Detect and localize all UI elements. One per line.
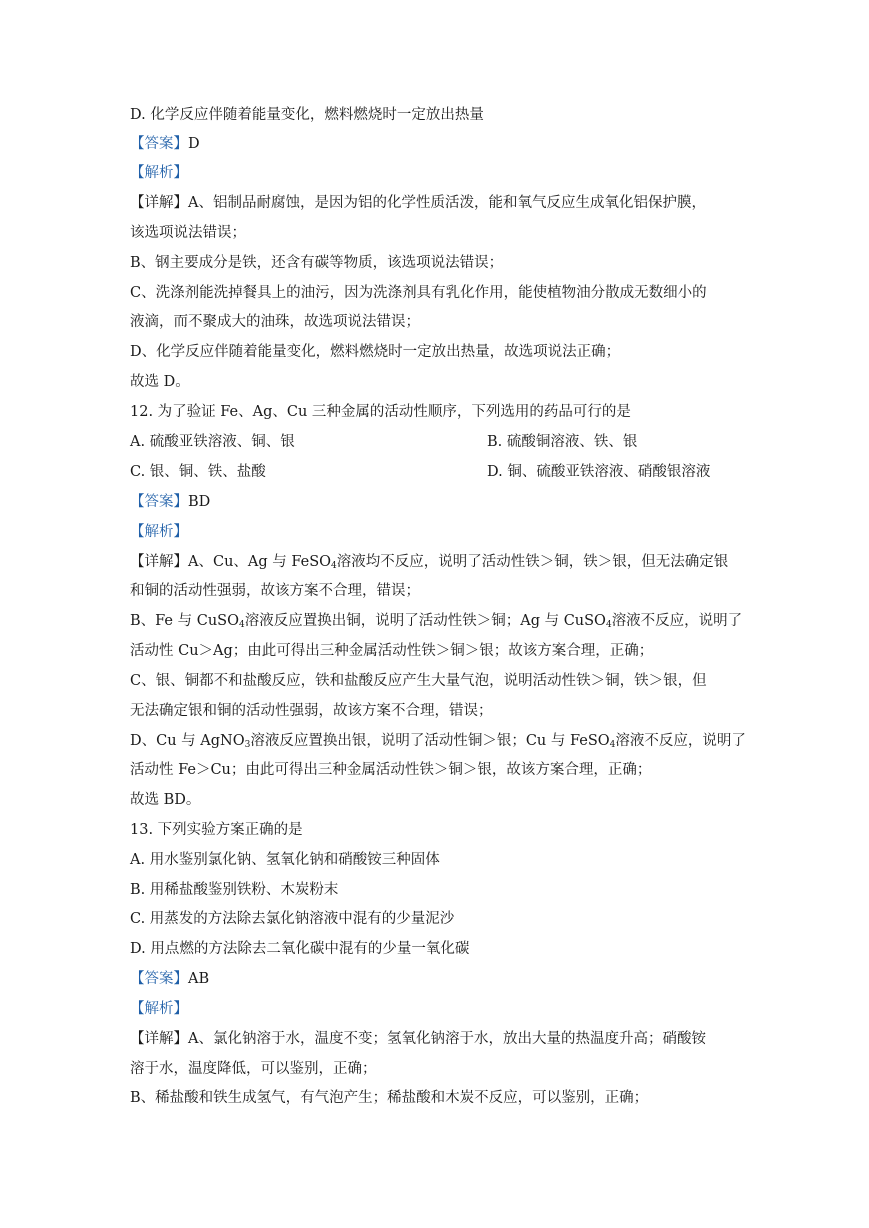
- q13-option-d: D. 用点燃的方法除去二氧化碳中混有的少量一氧化碳: [130, 941, 470, 957]
- detail-tag: 【详解】: [130, 195, 188, 211]
- detail-tag: 【详解】: [130, 554, 188, 570]
- subscript: 4: [609, 740, 616, 750]
- q11-detail-b: B、钢主要成分是铁，还含有碳等物质，该选项说法错误；: [130, 255, 504, 271]
- q11-analysis-tag: [130, 163, 188, 183]
- analysis-tag: 【解析】: [130, 1001, 188, 1017]
- q12-detail-c-2: 无法确定银和铜的活动性强弱，故该方案不合理，错误；: [130, 703, 493, 719]
- detail-text: A、氯化钠溶于水，温度不变；氢氧化钠溶于水，放出大量的热温度升高；硝酸铵: [188, 1031, 706, 1047]
- detail-text: A、铝制品耐腐蚀，是因为铝的化学性质活泼，能和氧气反应生成氧化铝保护膜，: [188, 195, 706, 211]
- q13-answer: [130, 969, 209, 989]
- q11-detail-c-1: C、洗涤剂能洗掉餐具上的油污，因为洗涤剂具有乳化作用，能使植物油分散成无数细小的: [130, 285, 707, 301]
- answer-tag: 【答案】: [130, 136, 188, 152]
- q11-conclusion: 故选 D。: [130, 374, 190, 390]
- q11-detail-d: D、化学反应伴随着能量变化，燃料燃烧时一定放出热量，故选项说法正确；: [130, 344, 621, 360]
- detail-text: 溶液不反应，说明了: [615, 733, 746, 749]
- subscript: 4: [238, 620, 245, 630]
- q12-detail-d-1: [130, 731, 746, 751]
- q13-detail-a-1: [130, 1029, 706, 1049]
- q13-detail-a-2: 溶于水，温度降低，可以鉴别，正确；: [130, 1061, 377, 1077]
- q11-option-d: D. 化学反应伴随着能量变化，燃料燃烧时一定放出热量: [130, 107, 484, 123]
- detail-text: 溶液均不反应，说明了活动性铁＞铜，铁＞银，但无法确定银: [336, 554, 729, 570]
- analysis-tag: 【解析】: [130, 165, 188, 181]
- q12-detail-b-2: 活动性 Cu＞Ag；由此可得出三种金属活动性铁＞铜＞银；故该方案合理，正确；: [130, 643, 654, 659]
- detail-text: B、Fe 与 CuSO: [130, 613, 239, 629]
- q12-conclusion: 故选 BD。: [130, 792, 201, 808]
- q12-option-d: D. 铜、硫酸亚铁溶液、硝酸银溶液: [487, 464, 711, 480]
- subscript: 4: [331, 561, 337, 571]
- q12-detail-a-1: [130, 552, 728, 572]
- q12-detail-a-2: 和铜的活动性强弱，故该方案不合理，错误；: [130, 583, 420, 599]
- q12-option-a: A. 硫酸亚铁溶液、铜、银: [130, 434, 295, 450]
- q12-detail-b-1: [130, 611, 742, 631]
- q13-analysis-tag: [130, 999, 188, 1019]
- subscript: 3: [244, 740, 251, 750]
- answer-tag: 【答案】: [130, 494, 188, 510]
- q12-option-b: B. 硫酸铜溶液、铁、银: [487, 434, 638, 450]
- q13-option-b: B. 用稀盐酸鉴别铁粉、木炭粉末: [130, 882, 339, 898]
- q12-analysis-tag: [130, 522, 188, 542]
- detail-tag: 【详解】: [130, 1031, 188, 1047]
- answer-value: AB: [188, 971, 210, 987]
- detail-text: 溶液反应置换出铜，说明了活动性铁＞铜；Ag 与 CuSO: [244, 613, 606, 629]
- q12-answer: [130, 492, 210, 512]
- q13-option-a: A. 用水鉴别氯化钠、氢氧化钠和硝酸铵三种固体: [130, 852, 440, 868]
- q13-detail-b-1: B、稀盐酸和铁生成氢气，有气泡产生；稀盐酸和木炭不反应，可以鉴别，正确；: [130, 1090, 649, 1106]
- q12-stem: 12. 为了验证 Fe、Ag、Cu 三种金属的活动性顺序，下列选用的药品可行的是: [130, 404, 631, 420]
- q11-detail-a-2: 该选项说法错误；: [130, 225, 246, 241]
- q11-detail-a-1: [130, 193, 706, 213]
- q11-detail-c-2: 液滴，而不聚成大的油珠，故选项说法错误；: [130, 314, 420, 330]
- subscript: 4: [605, 620, 612, 630]
- q11-answer: [130, 134, 200, 154]
- analysis-tag: 【解析】: [130, 524, 188, 540]
- q12-detail-d-2: 活动性 Fe＞Cu；由此可得出三种金属活动性铁＞铜＞银，故该方案合理，正确；: [130, 762, 652, 778]
- answer-tag: 【答案】: [130, 971, 188, 987]
- q12-option-c: C. 银、铜、铁、盐酸: [130, 464, 266, 480]
- q13-stem: 13. 下列实验方案正确的是: [130, 822, 303, 838]
- detail-text: 溶液不反应，说明了: [611, 613, 743, 629]
- answer-value: D: [188, 136, 200, 152]
- answer-value: BD: [188, 494, 211, 510]
- q12-detail-c-1: C、银、铜都不和盐酸反应，铁和盐酸反应产生大量气泡，说明活动性铁＞铜，铁＞银，但: [130, 673, 707, 689]
- detail-text: A、Cu、Ag 与 FeSO: [188, 554, 332, 570]
- detail-text: 溶液反应置换出银，说明了活动性铜＞银；Cu 与 FeSO: [250, 733, 610, 749]
- q13-option-c: C. 用蒸发的方法除去氯化钠溶液中混有的少量泥沙: [130, 911, 455, 927]
- detail-text: D、Cu 与 AgNO: [130, 733, 245, 749]
